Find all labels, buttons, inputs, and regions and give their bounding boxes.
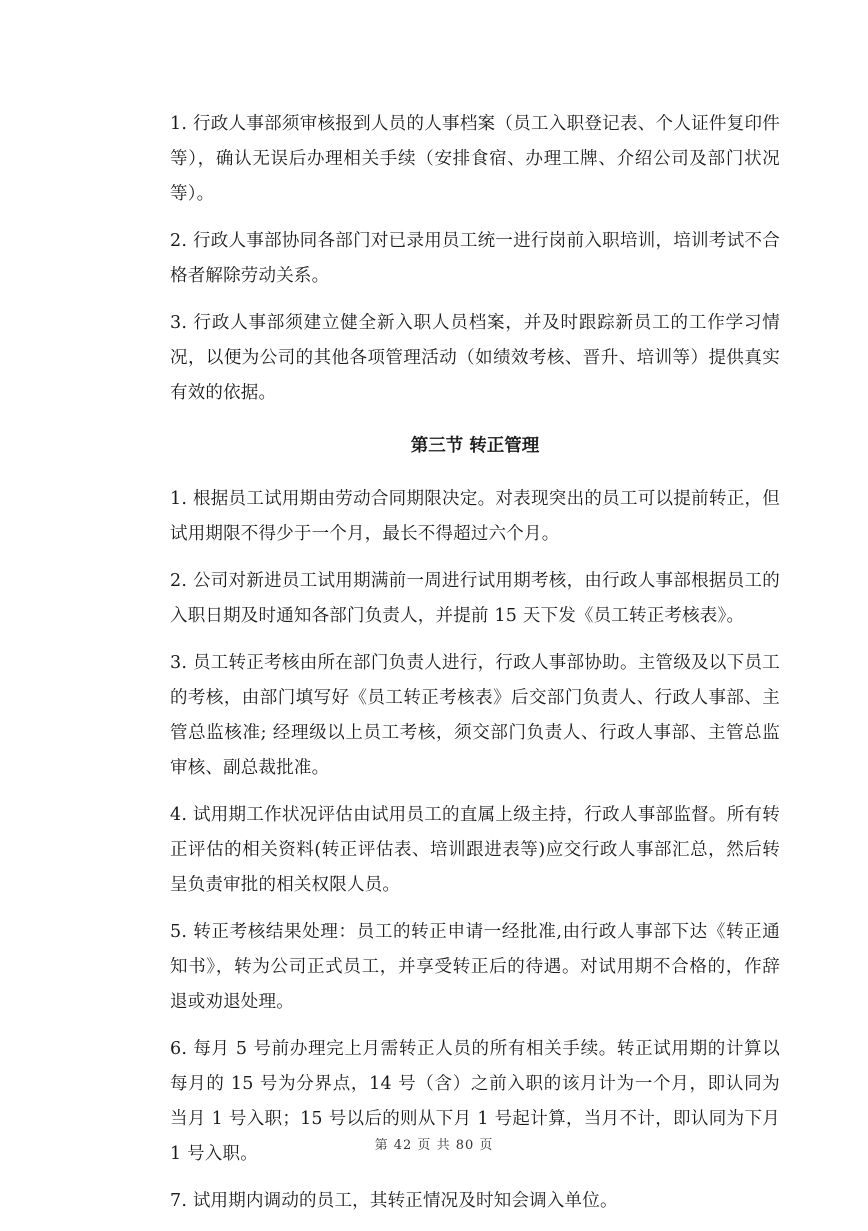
paragraph-probation-1: 1. 根据员工试用期由劳动合同期限决定。对表现突出的员工可以提前转正，但试用期限不得少于一个月，最长不得超过六个月。 bbox=[170, 489, 780, 544]
page-number-footer: 第 42 页 共 80 页 bbox=[374, 1138, 494, 1153]
paragraph-onboarding-1: 1. 行政人事部须审核报到人员的人事档案（员工入职登记表、个人证件复印件等），确认无误后办理相关手续（安排食宿、办理工牌、介绍公司及部门状况等）。 bbox=[170, 114, 780, 204]
paragraph-probation-2: 2. 公司对新进员工试用期满前一周进行试用期考核，由行政人事部根据员工的入职日期及时通知各部门负责人，并提前 15 天下发《员工转正考核表》。 bbox=[170, 571, 780, 626]
paragraph-probation-3: 3. 员工转正考核由所在部门负责人进行，行政人事部协助。主管级及以下员工的考核，由部门填写好《员工转正考核表》后交部门负责人、行政人事部、主管总监核准; 经理级以上员工考核，须交部门负责人、行政人事部、主管总监审核、副总裁批准。 bbox=[170, 653, 780, 778]
document-body bbox=[170, 107, 780, 1231]
paragraph-onboarding-2: 2. 行政人事部协同各部门对已录用员工统一进行岗前入职培训，培训考试不合格者解除劳动关系。 bbox=[170, 231, 780, 286]
paragraph-probation-6: 6. 每月 5 号前办理完上月需转正人员的所有相关手续。转正试用期的计算以每月的 15 号为分界点，14 号（含）之前入职的该月计为一个月，即认同为当月 1 号入职；15 号以后的则从下月 1 号起计算，当月不计，即认同为下月 1 号入职。 bbox=[170, 1039, 780, 1164]
paragraph-probation-5: 5. 转正考核结果处理：员工的转正申请一经批准,由行政人事部下达《转正通知书》，转为公司正式员工，并享受转正后的待遇。对试用期不合格的，作辞退或劝退处理。 bbox=[170, 922, 780, 1012]
section-heading: 第三节 转正管理 bbox=[410, 436, 540, 456]
paragraph-probation-4: 4. 试用期工作状况评估由试用员工的直属上级主持，行政人事部监督。所有转正评估的相关资料(转正评估表、培训跟进表等)应交行政人事部汇总，然后转呈负责审批的相关权限人员。 bbox=[170, 805, 780, 895]
paragraph-probation-7: 7. 试用期内调动的员工，其转正情况及时知会调入单位。 bbox=[170, 1191, 618, 1211]
paragraph-onboarding-3: 3. 行政人事部须建立健全新入职人员档案，并及时跟踪新员工的工作学习情况，以便为公司的其他各项管理活动（如绩效考核、晋升、培训等）提供真实有效的依据。 bbox=[170, 313, 780, 403]
